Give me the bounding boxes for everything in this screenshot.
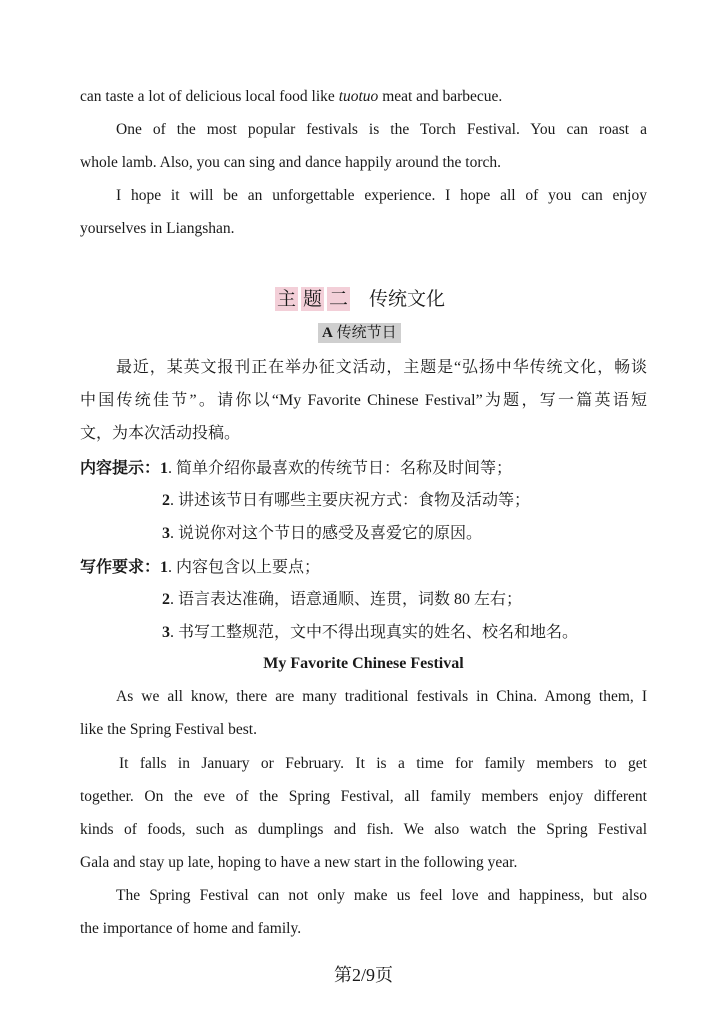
text: . 语言表达准确，语意通顺、连贯，词数 80 左右； xyxy=(170,591,523,608)
italic-word: tuotuo xyxy=(338,88,379,105)
text: meat and barbecue. xyxy=(378,88,503,105)
num: 2 xyxy=(162,492,170,509)
essay-line: together. On the eve of the Spring Festival, all family members enjoy different xyxy=(80,788,647,805)
text: . 讲述该节日有哪些主要庆祝方式：食物及活动等； xyxy=(170,492,531,509)
essay-line: It falls in January or February. It is a time for family members to get xyxy=(119,755,647,772)
essay-line: Gala and stay up late, hoping to have a new start in the following year. xyxy=(80,854,518,871)
topic-char: 题 xyxy=(303,288,323,310)
text: can taste a lot of delicious local food like xyxy=(80,88,339,105)
requirement-item xyxy=(162,623,578,643)
num: 3 xyxy=(162,525,170,542)
intro-line xyxy=(80,87,647,107)
intro-line: whole lamb. Also, you can sing and dance happily around the torch. xyxy=(80,154,501,171)
prompt-line: 中国传统佳节”。请你以“My Favorite Chinese Festival”为题，写一篇英语短 xyxy=(80,392,647,409)
essay-line: As we all know, there are many traditional festivals in China. Among them, I xyxy=(116,688,647,705)
text: . 说说你对这个节日的感受及喜爱它的原因。 xyxy=(170,525,483,542)
prompt-line: 最近，某英文报刊正在举办征文活动，主题是“弘扬中华传统文化，畅谈 xyxy=(116,359,647,376)
essay-line: The Spring Festival can not only make us feel love and happiness, but also xyxy=(116,887,647,904)
num: 1 xyxy=(160,559,169,576)
section-heading xyxy=(318,323,401,343)
essay-line: the importance of home and family. xyxy=(80,920,302,937)
page-number: 第2/9页 xyxy=(333,965,393,985)
text: . 内容包含以上要点； xyxy=(168,559,321,576)
hint-item xyxy=(160,459,512,479)
topic-char: 二 xyxy=(329,288,349,310)
topic-char: 主 xyxy=(277,288,297,310)
requirement-item xyxy=(160,558,320,578)
hints-label: 内容提示： xyxy=(80,458,161,477)
num: 3 xyxy=(162,624,170,641)
section-title: 传统节日 xyxy=(336,325,397,341)
requirement-item xyxy=(162,590,522,610)
topic-title: 传统文化 xyxy=(369,288,446,310)
hint-item xyxy=(162,524,482,544)
prompt-line: 文，为本次活动投稿。 xyxy=(80,425,241,442)
essay-line: like the Spring Festival best. xyxy=(80,721,257,738)
hints-row xyxy=(80,458,512,479)
num: 1 xyxy=(160,460,169,477)
num: 2 xyxy=(162,591,170,608)
requirements-label: 写作要求： xyxy=(80,557,161,576)
intro-line: I hope it will be an unforgettable experience. I hope all of you can enjoy xyxy=(116,187,647,204)
intro-line: yourselves in Liangshan. xyxy=(80,220,235,237)
hint-item xyxy=(162,491,530,511)
topic-heading xyxy=(275,287,445,311)
requirements-row xyxy=(80,557,320,578)
essay-title: My Favorite Chinese Festival xyxy=(263,655,464,672)
essay-line: kinds of foods, such as dumplings and fish. We also watch the Spring Festival xyxy=(80,821,647,838)
text: . 简单介绍你最喜欢的传统节日：名称及时间等； xyxy=(168,460,513,477)
text: . 书写工整规范，文中不得出现真实的姓名、校名和地名。 xyxy=(170,624,579,641)
intro-line: One of the most popular festivals is the Torch Festival. You can roast a xyxy=(116,121,647,138)
section-letter: A xyxy=(322,325,333,341)
